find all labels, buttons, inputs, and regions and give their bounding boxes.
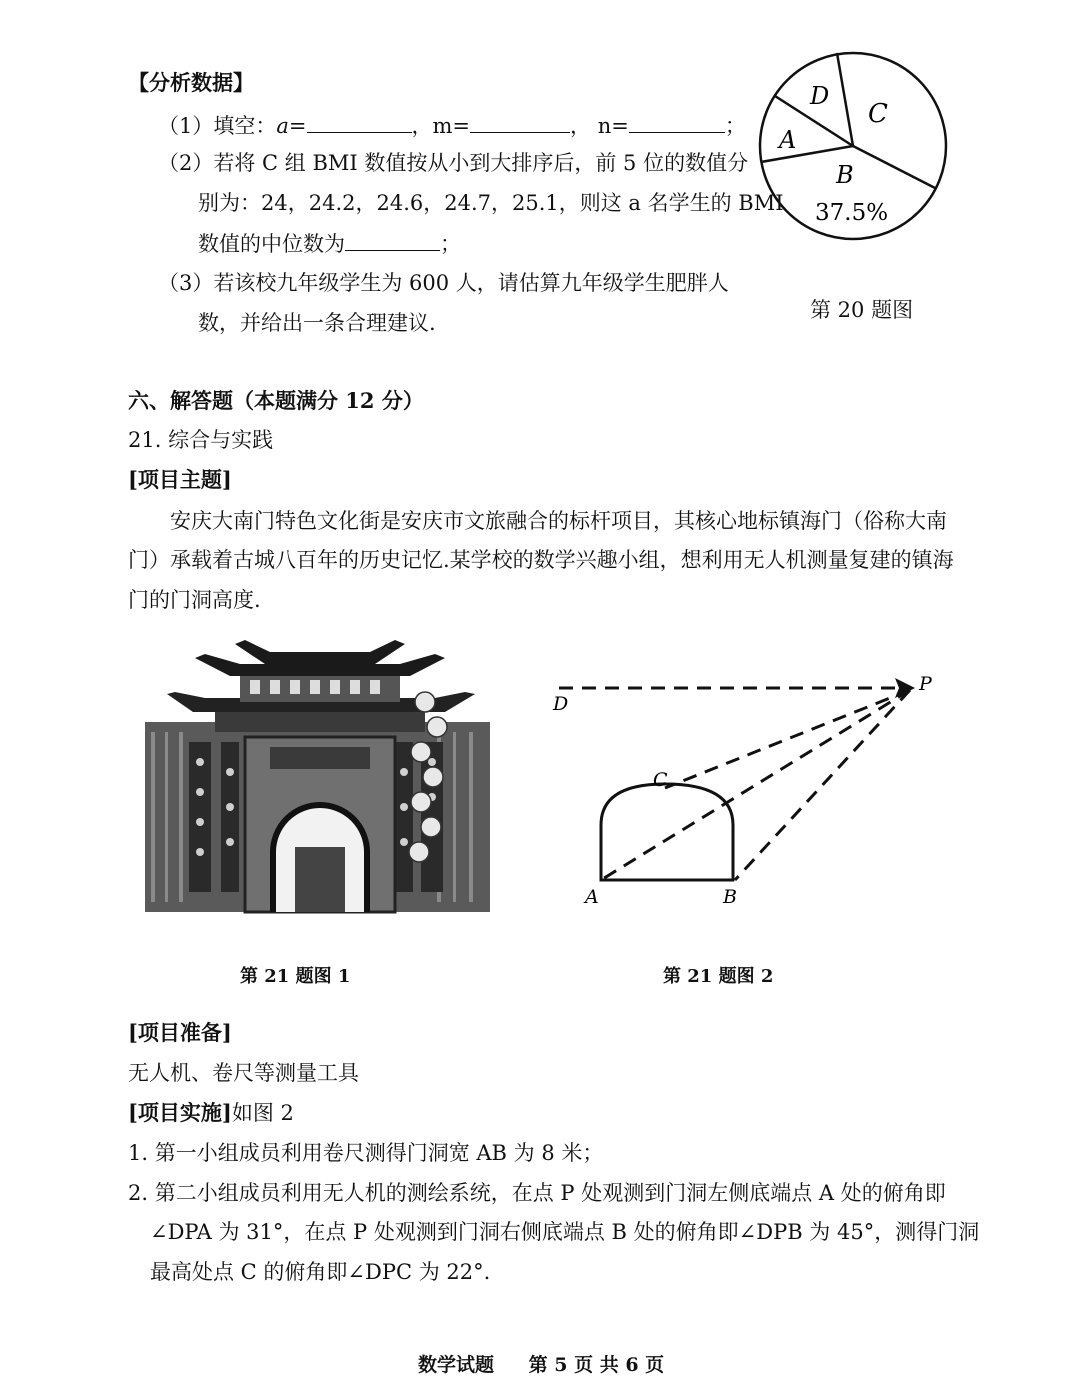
project-prep-heading: [项目准备] xyxy=(128,1020,232,1045)
question-2-line-3 xyxy=(198,228,461,259)
label-b: B xyxy=(723,886,737,908)
q1-a-label: a= xyxy=(276,114,307,138)
label-p: P xyxy=(919,673,932,695)
pie-label-d: D xyxy=(810,82,830,110)
geometry-diagram-figure-21-2 xyxy=(545,660,965,920)
q1-label: （1）填空： xyxy=(158,114,277,138)
figure-21-1-caption: 第 21 题图 1 xyxy=(240,966,351,987)
project-impl-suffix: 如图 2 xyxy=(231,1101,294,1125)
question-1 xyxy=(158,110,746,141)
pie-label-b-percent: 37.5% xyxy=(815,200,889,226)
step-1: 1. 第一小组成员利用卷尺测得门洞宽 AB 为 8 米； xyxy=(128,1141,604,1165)
project-theme-heading: [项目主题] xyxy=(128,467,232,492)
section-6-title: 六、解答题（本题满分 12 分） xyxy=(128,388,424,413)
q1-a-blank xyxy=(307,110,412,133)
gate-outline xyxy=(601,784,733,880)
q1-m-blank xyxy=(470,110,570,133)
footer-subject: 数学试题 xyxy=(418,1354,495,1376)
line-pb xyxy=(735,690,910,880)
q1-n-label: ， n= xyxy=(570,114,629,138)
pie-chart-figure-20 xyxy=(755,42,955,252)
figure-21-2-caption: 第 21 题图 2 xyxy=(663,966,774,987)
pie-divider-c xyxy=(837,53,853,146)
q1-n-blank xyxy=(629,110,725,133)
label-c: C xyxy=(653,769,668,791)
question-2-line-2: 别为：24，24.2，24.6，24.7，25.1，则这 a 名学生的 BMI xyxy=(198,191,784,215)
page-footer xyxy=(418,1350,664,1377)
pie-label-c: C xyxy=(868,99,888,129)
project-prep-text: 无人机、卷尺等测量工具 xyxy=(128,1061,359,1085)
project-theme-line-3: 门的门洞高度. xyxy=(128,588,261,612)
footer-page-number: 第 5 页 共 6 页 xyxy=(528,1354,665,1376)
line-pc xyxy=(665,690,910,788)
q1-end: ； xyxy=(724,114,746,138)
gate-photo xyxy=(145,632,490,914)
step-2-line-1: 2. 第二小组成员利用无人机的测绘系统，在点 P 处观测到门洞左侧底端点 A 处的俯角即 xyxy=(128,1181,946,1205)
label-d: D xyxy=(553,693,569,715)
q1-m-label: ，m= xyxy=(411,114,471,138)
step-2-line-2: ∠DPA 为 31°，在点 P 处观测到门洞右侧底端点 B 处的俯角即∠DPB 为 45°，测得门洞 xyxy=(150,1220,980,1244)
project-impl-heading: [项目实施] xyxy=(128,1100,232,1125)
q2-median-blank xyxy=(345,228,440,251)
q2-end: ； xyxy=(440,232,461,256)
q2-line3-text: 数值的中位数为 xyxy=(198,232,345,256)
pie-caption: 第 20 题图 xyxy=(810,298,914,322)
label-a: A xyxy=(585,886,599,908)
pie-label-b: B xyxy=(836,161,854,189)
pie-divider-b xyxy=(853,146,935,188)
project-theme-line-1: 安庆大南门特色文化街是安庆市文旅融合的标杆项目，其核心地标镇海门（俗称大南 xyxy=(170,509,947,533)
step-2-line-3: 最高处点 C 的俯角即∠DPC 为 22°. xyxy=(150,1260,491,1284)
project-theme-line-2: 门）承载着古城八百年的历史记忆.某学校的数学兴趣小组，想利用无人机测量复建的镇海 xyxy=(128,548,954,572)
project-impl-line xyxy=(128,1098,294,1128)
analysis-heading: 【分析数据】 xyxy=(128,70,254,95)
question-2-line-1: （2）若将 C 组 BMI 数值按从小到大排序后，前 5 位的数值分 xyxy=(158,151,749,175)
question-3-line-2: 数，并给出一条合理建议. xyxy=(198,311,436,335)
question-21-title: 21. 综合与实践 xyxy=(128,428,274,452)
pie-divider-a xyxy=(761,146,853,162)
question-3-line-1: （3）若该校九年级学生为 600 人，请估算九年级学生肥胖人 xyxy=(158,271,729,295)
pie-label-a: A xyxy=(779,126,797,154)
